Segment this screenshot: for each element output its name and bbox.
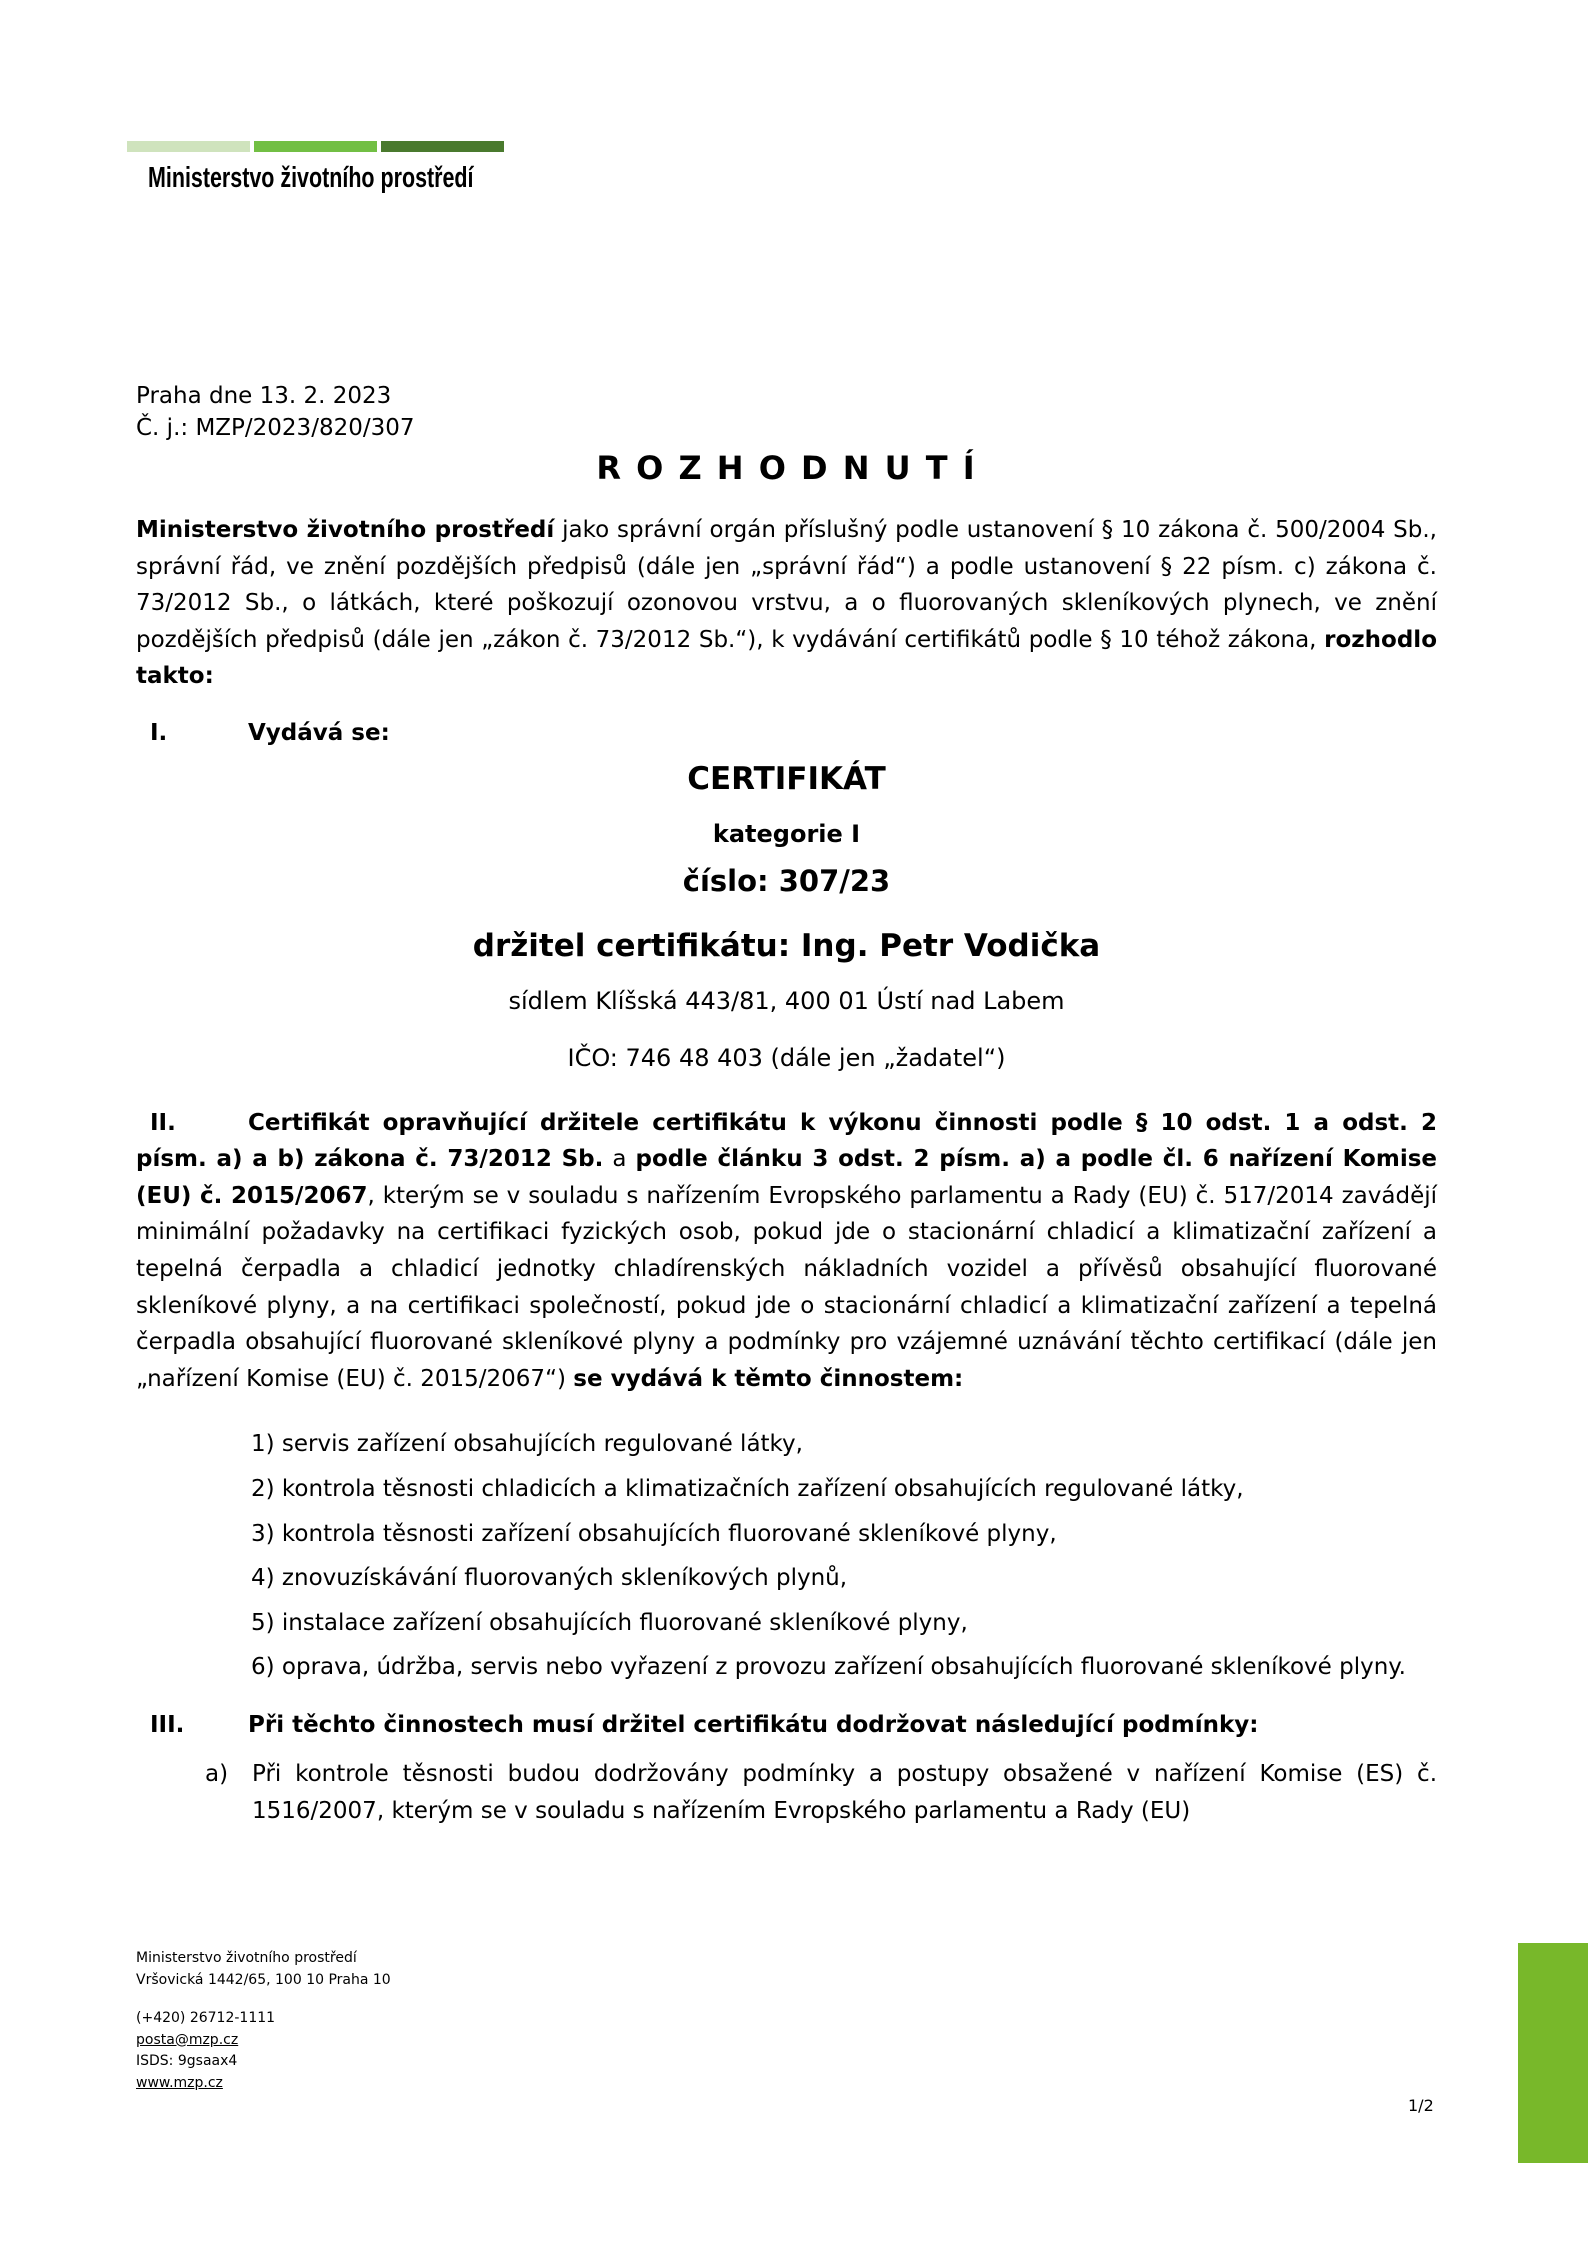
section-ii-seg1: Certifikát opravňující držitele certifikátu k výkonu činnosti podle § 10 odst. 1 a odst. 2 písm. a) a b) zákona č. 73/2012 Sb.	[136, 1109, 1437, 1173]
reference-number: Č. j.: MZP/2023/820/307	[136, 415, 415, 441]
certificate-ico: IČO: 746 48 403 (dále jen „žadatel“)	[567, 1043, 1006, 1072]
footer-org: Ministerstvo životního prostředí	[136, 1950, 357, 1966]
intro-tail: rozhodlo takto:	[136, 626, 1437, 690]
section-iii-number: III.	[150, 1711, 185, 1738]
section-i-heading	[136, 715, 1437, 752]
footer	[136, 1948, 391, 2094]
logo-bar-dark	[381, 141, 504, 152]
logo-bar-light	[127, 141, 250, 152]
date-block	[136, 380, 1437, 444]
activity-item-6: 6) oprava, údržba, servis nebo vyřazení z provozu zařízení obsahujících fluorované skleníkové plyny.	[251, 1654, 1406, 1681]
footer-address: Vršovická 1442/65, 100 10 Praha 10	[136, 1971, 391, 1988]
section-ii-seg3: podle článku 3 odst. 2 písm. a) a podle čl. 6 nařízení Komise (EU) č. 2015/2067	[136, 1146, 1437, 1209]
section-i-text: Vydává se:	[248, 719, 390, 746]
condition-text-a: Při kontrole těsnosti budou dodržovány podmínky a postupy obsažené v nařízení Komise (ES) č. 1516/2007, kterým se v souladu s nařízením Evropského parlamentu a Rady (EU)	[252, 1761, 1437, 1825]
section-iii-heading	[136, 1707, 1437, 1744]
footer-phone: (+420) 26712-1111	[136, 2010, 276, 2026]
condition-marker-a: a)	[205, 1761, 229, 1788]
footer-address-block	[136, 1948, 391, 1991]
section-iii-text: Při těchto činnostech musí držitel certifikátu dodržovat následující podmínky:	[248, 1711, 1259, 1738]
section-ii-seg4: , kterým se v souladu s nařízením Evropského parlamentu a Rady (EU) č. 517/2014 zavádějí minimální požadavky na certifikaci fyzických osob, pokud jde o stacionární chladicí a klimatizační zařízení a tepelná čerpadla a chladicí jednotky chladírenských nákladních vozidel a přívěsů obsahující fluorované skleníkové plyny, a na certifikaci společností, pokud jde o stacionární chladicí a klimatizační zařízení a tepelná čerpadla obsahující fluorované skleníkové plyny a podmínky pro vzájemné uznávání těchto certifikací (dále jen „nařízení Komise (EU) č. 2015/2067“)	[136, 1182, 1437, 1392]
date-line: Praha dne 13. 2. 2023	[136, 383, 392, 409]
section-ii-paragraph	[136, 1105, 1437, 1398]
footer-isds: ISDS: 9gsaax4	[136, 2053, 238, 2069]
certificate-holder: držitel certifikátu: Ing. Petr Vodička	[472, 927, 1101, 964]
certificate-address: sídlem Klíšská 443/81, 400 01 Ústí nad Labem	[508, 986, 1065, 1015]
activity-item-2: 2) kontrola těsnosti chladicích a klimatizačních zařízení obsahujících regulované látky,	[251, 1475, 1244, 1502]
logo-bar-medium	[254, 141, 377, 152]
intro-lead: Ministerstvo životního prostředí	[136, 517, 555, 543]
logo-title: Ministerstvo životního prostředí	[148, 162, 474, 194]
activity-item-1: 1) servis zařízení obsahujících regulované látky,	[251, 1431, 803, 1458]
intro-body: jako správní orgán příslušný podle ustanovení § 10 zákona č. 500/2004 Sb., správní řád, ve znění pozdějších předpisů (dále jen „správní řád“) a podle ustanovení § 22 písm. c) zákona č. 73/2012 Sb., o látkách, které poškozují ozonovou vrstvu, a o fluorovaných skleníkových plynech, ve znění pozdějších předpisů (dále jen „zákon č. 73/2012 Sb.“), k vydávání certifikátů podle § 10 téhož zákona,	[136, 517, 1437, 653]
certificate-number: číslo: 307/23	[682, 863, 891, 898]
section-ii-seg5: se vydává k těmto činnostem:	[573, 1365, 964, 1392]
activity-item-3: 3) kontrola těsnosti zařízení obsahujících fluorované skleníkové plyny,	[251, 1520, 1057, 1547]
footer-email-link[interactable]: posta@mzp.cz	[136, 2031, 239, 2048]
footer-web-link[interactable]: www.mzp.cz	[136, 2074, 223, 2091]
certificate-category: kategorie I	[712, 819, 861, 848]
intro-paragraph	[136, 512, 1437, 695]
certificate-title: CERTIFIKÁT	[687, 760, 886, 797]
logo-bars	[127, 141, 504, 152]
activity-list	[136, 1426, 1437, 1686]
corner-accent-block	[1518, 1943, 1588, 2163]
page-number: 1/2	[1408, 2096, 1434, 2115]
activity-item-4: 4) znovuzískávání fluorovaných skleníkových plynů,	[251, 1565, 848, 1592]
section-i-number: I.	[150, 719, 168, 746]
section-ii-seg2: a	[603, 1146, 636, 1173]
document-title: R O Z H O D N U T Í	[596, 449, 977, 487]
footer-contact-block	[136, 2008, 391, 2094]
activity-item-5: 5) instalace zařízení obsahujících fluorované skleníkové plyny,	[251, 1609, 968, 1636]
section-ii-number: II.	[150, 1109, 176, 1136]
condition-item-a	[205, 1756, 1437, 1829]
